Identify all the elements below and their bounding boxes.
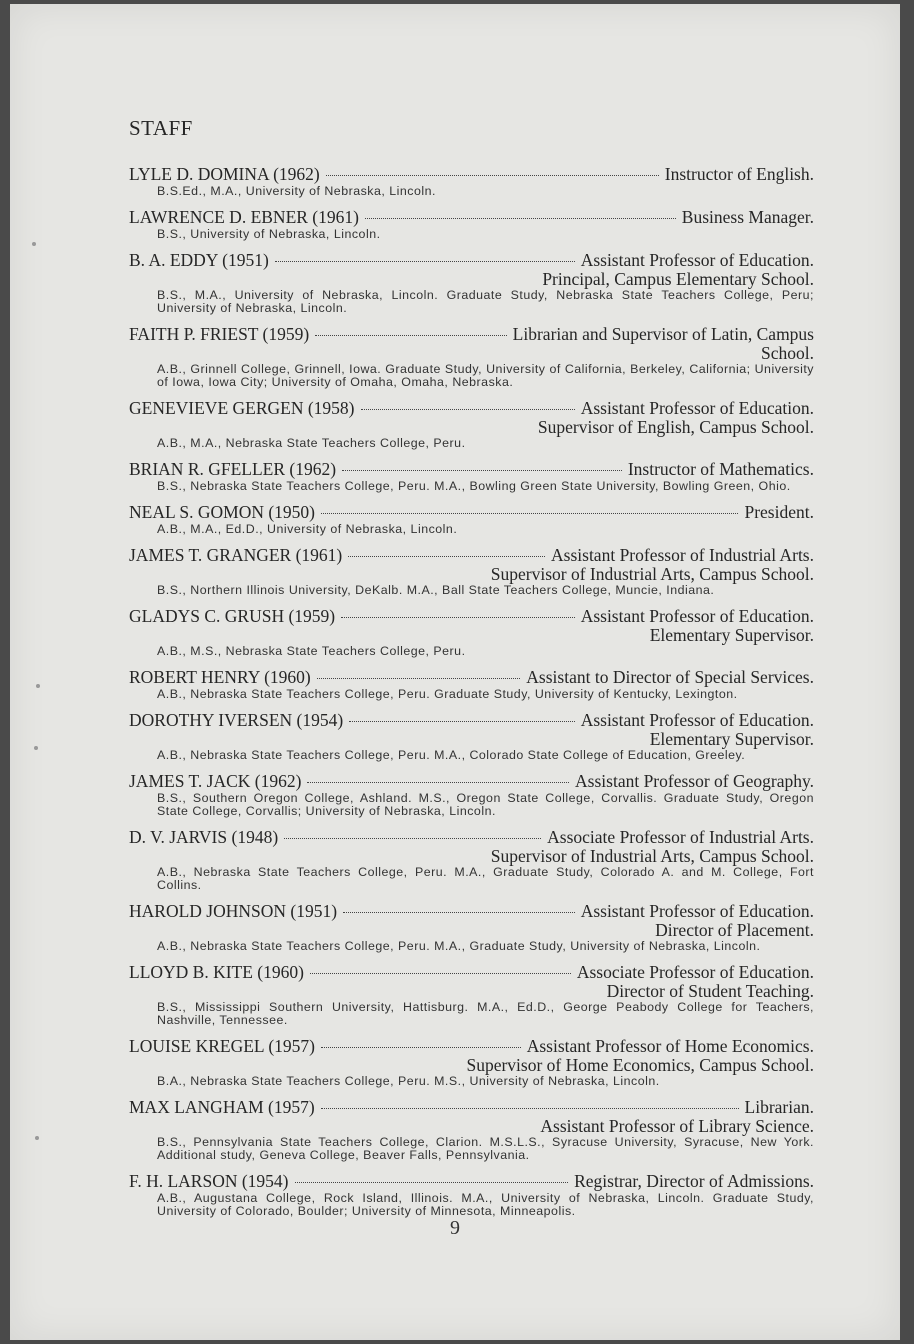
staff-heading-line: [129, 165, 814, 184]
staff-heading-line: [129, 668, 814, 687]
staff-additional-title: Supervisor of Home Economics, Campus School.: [466, 1055, 814, 1075]
staff-credentials: A.B., M.A., Nebraska State Teachers College, Peru.: [157, 436, 466, 450]
staff-name: LOUISE KREGEL (1957): [129, 1036, 315, 1056]
staff-heading-line: [129, 1098, 814, 1117]
staff-title: Librarian and Supervisor of Latin, Campus: [512, 324, 814, 344]
dot-leader: [310, 973, 571, 974]
staff-name: GLADYS C. GRUSH (1959): [129, 606, 336, 626]
dot-leader: [317, 678, 521, 679]
dot-leader: [307, 782, 569, 783]
staff-title: Assistant Professor of Education.: [580, 606, 814, 626]
staff-heading-line: [129, 902, 814, 921]
staff-credentials: B.S.Ed., M.A., University of Nebraska, Lincoln.: [157, 184, 436, 198]
staff-credentials: A.B., Nebraska State Teachers College, Peru. Graduate Study, University of Kentucky, Lexington.: [157, 687, 738, 701]
staff-title: Assistant Professor of Education.: [580, 250, 814, 270]
staff-title: Assistant Professor of Education.: [580, 901, 814, 921]
staff-credentials: B.S., M.A., University of Nebraska, Lincoln. Graduate Study, Nebraska State Teachers College, Peru; University of Nebraska, Lincoln.: [157, 288, 814, 315]
staff-name: D. V. JARVIS (1948): [129, 827, 279, 847]
staff-name: LAWRENCE D. EBNER (1961): [129, 207, 359, 227]
staff-entry: [129, 668, 814, 701]
scan-speck: [36, 684, 40, 688]
dot-leader: [295, 1182, 569, 1183]
staff-credentials: A.B., M.S., Nebraska State Teachers College, Peru.: [157, 644, 466, 658]
staff-name: JAMES T. GRANGER (1961): [129, 545, 343, 565]
staff-heading-line: [129, 325, 814, 344]
staff-entry: [129, 772, 814, 818]
document-page: [10, 4, 900, 1340]
staff-additional-title: Elementary Supervisor.: [649, 625, 814, 645]
dot-leader: [321, 1047, 521, 1048]
scan-speck: [35, 1136, 39, 1140]
staff-name: BRIAN R. GFELLER (1962): [129, 459, 337, 479]
staff-name: NEAL S. GOMON (1950): [129, 502, 316, 522]
staff-heading-line: [129, 772, 814, 791]
staff-entry: [129, 546, 814, 597]
staff-title: Assistant Professor of Industrial Arts.: [551, 545, 814, 565]
staff-title: Assistant Professor of Geography.: [575, 771, 814, 791]
dot-leader: [349, 721, 574, 722]
staff-additional-title: Principal, Campus Elementary School.: [542, 269, 814, 289]
dot-leader: [275, 261, 575, 262]
staff-heading-line: [129, 963, 814, 982]
staff-credentials: A.B., Augustana College, Rock Island, Illinois. M.A., University of Nebraska, Lincoln. Graduate Study, University of Colorado, Boulder; University of Minnesota, Minneapolis.: [157, 1191, 814, 1218]
staff-name: DOROTHY IVERSEN (1954): [129, 710, 344, 730]
staff-additional-title: School.: [761, 343, 814, 363]
staff-credentials: A.B., M.A., Ed.D., University of Nebraska, Lincoln.: [157, 522, 458, 536]
staff-content: [129, 116, 814, 1228]
staff-additional-title: Supervisor of Industrial Arts, Campus School.: [490, 564, 814, 584]
staff-title: Instructor of English.: [664, 164, 814, 184]
dot-leader: [326, 175, 659, 176]
staff-title: President.: [744, 502, 814, 522]
staff-name: F. H. LARSON (1954): [129, 1171, 289, 1191]
staff-additional-title: Assistant Professor of Library Science.: [540, 1116, 814, 1136]
staff-additional-title: Elementary Supervisor.: [649, 729, 814, 749]
staff-title: Assistant Professor of Education.: [580, 710, 814, 730]
scan-speck: [34, 746, 38, 750]
staff-heading-line: [129, 828, 814, 847]
staff-title: Instructor of Mathematics.: [627, 459, 814, 479]
staff-title: Assistant Professor of Education.: [580, 398, 814, 418]
staff-entry: [129, 902, 814, 953]
staff-heading-line: [129, 1037, 814, 1056]
dot-leader: [348, 556, 545, 557]
staff-name: LLOYD B. KITE (1960): [129, 962, 304, 982]
staff-title: Assistant Professor of Home Economics.: [526, 1036, 814, 1056]
staff-name: ROBERT HENRY (1960): [129, 667, 311, 687]
staff-title: Associate Professor of Education.: [576, 962, 814, 982]
staff-additional-title: Director of Student Teaching.: [606, 981, 814, 1001]
page-number: 9: [450, 1217, 460, 1239]
staff-entry: [129, 208, 814, 241]
staff-entry: [129, 963, 814, 1027]
staff-name: B. A. EDDY (1951): [129, 250, 269, 270]
dot-leader: [321, 1108, 739, 1109]
staff-title: Registrar, Director of Admissions.: [574, 1171, 814, 1191]
staff-name: MAX LANGHAM (1957): [129, 1097, 315, 1117]
staff-heading-line: [129, 399, 814, 418]
staff-title: Business Manager.: [681, 207, 814, 227]
staff-name: JAMES T. JACK (1962): [129, 771, 302, 791]
staff-credentials: A.B., Nebraska State Teachers College, Peru. M.A., Graduate Study, University of Nebraska, Lincoln.: [157, 939, 761, 953]
scan-speck: [32, 242, 36, 246]
staff-entry: [129, 251, 814, 315]
staff-title: Associate Professor of Industrial Arts.: [547, 827, 814, 847]
staff-entry: [129, 828, 814, 892]
staff-entry: [129, 1098, 814, 1162]
staff-credentials: B.A., Nebraska State Teachers College, Peru. M.S., University of Nebraska, Lincoln.: [157, 1074, 660, 1088]
dot-leader: [315, 335, 506, 336]
staff-entry: [129, 1037, 814, 1088]
staff-heading-line: [129, 1172, 814, 1191]
staff-heading-line: [129, 460, 814, 479]
staff-name: LYLE D. DOMINA (1962): [129, 164, 320, 184]
dot-leader: [321, 513, 738, 514]
staff-heading-line: [129, 208, 814, 227]
staff-list: [129, 165, 814, 1218]
staff-entry: [129, 165, 814, 198]
staff-credentials: B.S., University of Nebraska, Lincoln.: [157, 227, 381, 241]
staff-heading-line: [129, 546, 814, 565]
staff-additional-title: Supervisor of Industrial Arts, Campus School.: [490, 846, 814, 866]
staff-name: FAITH P. FRIEST (1959): [129, 324, 310, 344]
staff-credentials: A.B., Nebraska State Teachers College, Peru. M.A., Graduate Study, Colorado A. and M. College, Fort Collins.: [157, 865, 814, 892]
staff-name: GENEVIEVE GERGEN (1958): [129, 398, 355, 418]
staff-entry: [129, 460, 814, 493]
staff-additional-title: Director of Placement.: [655, 920, 814, 940]
staff-credentials: B.S., Northern Illinois University, DeKalb. M.A., Ball State Teachers College, Muncie, Indiana.: [157, 583, 715, 597]
staff-heading-line: [129, 711, 814, 730]
page-title: STAFF: [129, 116, 193, 140]
staff-entry: [129, 711, 814, 762]
staff-title: Librarian.: [744, 1097, 814, 1117]
staff-entry: [129, 325, 814, 389]
staff-entry: [129, 607, 814, 658]
staff-heading-line: [129, 503, 814, 522]
staff-entry: [129, 1172, 814, 1218]
dot-leader: [342, 470, 622, 471]
staff-heading-line: [129, 251, 814, 270]
staff-credentials: B.S., Nebraska State Teachers College, Peru. M.A., Bowling Green State University, Bowling Green, Ohio.: [157, 479, 791, 493]
staff-name: HAROLD JOHNSON (1951): [129, 901, 338, 921]
staff-credentials: B.S., Pennsylvania State Teachers College, Clarion. M.S.L.S., Syracuse University, Syracuse, New York. Additional study, Geneva College, Beaver Falls, Pennsylvania.: [157, 1135, 814, 1162]
dot-leader: [361, 409, 575, 410]
dot-leader: [365, 218, 676, 219]
staff-credentials: A.B., Nebraska State Teachers College, Peru. M.A., Colorado State College of Education, Greeley.: [157, 748, 746, 762]
dot-leader: [284, 838, 541, 839]
staff-credentials: B.S., Southern Oregon College, Ashland. M.S., Oregon State College, Corvallis. Graduate Study, Oregon State College, Corvallis; University of Nebraska, Lincoln.: [157, 791, 814, 818]
staff-title: Assistant to Director of Special Services.: [526, 667, 814, 687]
staff-additional-title: Supervisor of English, Campus School.: [537, 417, 814, 437]
staff-entry: [129, 399, 814, 450]
staff-credentials: B.S., Mississippi Southern University, Hattisburg. M.A., Ed.D., George Peabody College for Teachers, Nashville, Tennessee.: [157, 1000, 814, 1027]
staff-entry: [129, 503, 814, 536]
staff-heading-line: [129, 607, 814, 626]
dot-leader: [341, 617, 575, 618]
dot-leader: [343, 912, 575, 913]
staff-credentials: A.B., Grinnell College, Grinnell, Iowa. Graduate Study, University of California, Berkeley, California; University of Iowa, Iowa City; University of Omaha, Omaha, Nebraska.: [157, 362, 814, 389]
